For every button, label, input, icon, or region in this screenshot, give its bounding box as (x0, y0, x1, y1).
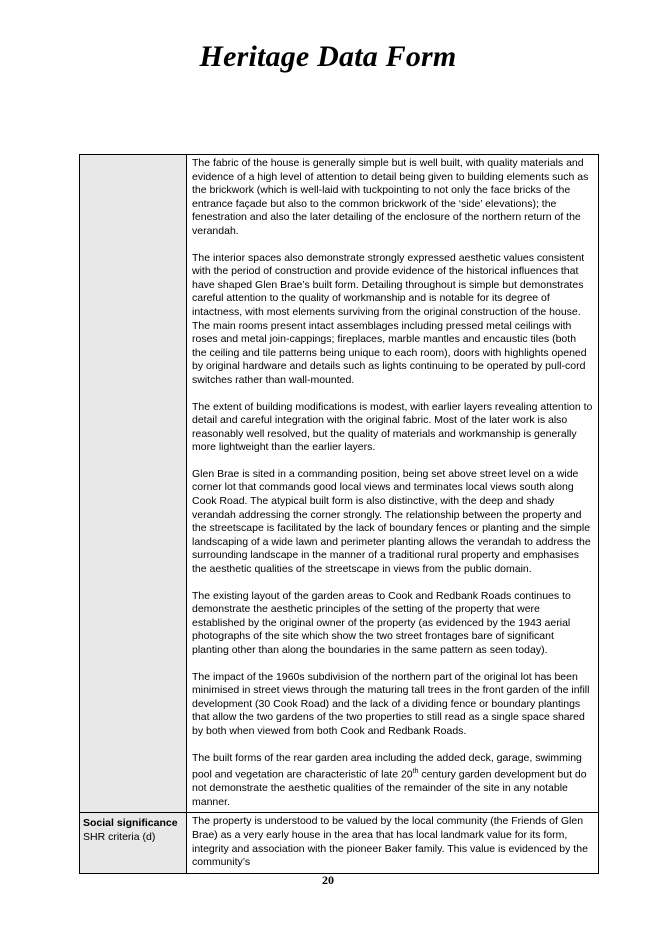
paragraph: Glen Brae is sited in a commanding position, being set above street level on a wide corner lot that commands good local views and terminates local views south along Cook Road. The atypical built form is also distinctive, with the deep and shady verandah addressing the corner strongly. The relationship between the property and the streetscape is facilitated by the lack of boundary fences or planting and the simple landscaping of a wide lawn and perimeter planting allows the verandah to address the surrounding landscape in the manner of a traditional rural property and emphasises the aesthetic qualities of the streetscape in views from the public domain. (192, 467, 591, 576)
paragraph: The fabric of the house is generally simple but is well built, with quality materials and evidence of a high level of attention to detail being given to building elements such as the brickwork (which is well-laid with tuckpointing to not only the face bricks of the entrance façade but also to the common brickwork of the ‘side’ elevations); the fenestration and also the later detailing of the enclosure of the northern return of the verandah. (192, 157, 589, 237)
paragraph: The impact of the 1960s subdivision of the northern part of the original lot has been minimised in street views through the maturing tall trees in the front garden of the infill development (30 Cook Road) and the lack of a dividing fence or boundary plantings that allow the two gardens of the two properties to still read as a single space shared by both when viewed from both Cook and Redbank Roads. (192, 670, 590, 737)
table-row (80, 813, 599, 873)
row-content-cell (187, 155, 599, 813)
row-content-cell (187, 813, 599, 873)
heritage-form-table (79, 154, 599, 874)
paragraph: The existing layout of the garden areas to Cook and Redbank Roads continues to demonstrate the aesthetic principles of the setting of the property that were established by the original owner of the property (as evidenced by the 1943 aerial photographs of the site which show the two street frontages bare of significant planting other than along the boundaries in the same pattern as seen today). (192, 589, 571, 656)
paragraph: The property is understood to be valued by the local community (the Friends of Glen Brae) as a very early house in the area that has local landmark value for its form, integrity and association with the pioneer Baker family. This value is evidenced by the community’s (192, 815, 588, 869)
paragraph: The extent of building modifications is modest, with earlier layers revealing attention to detail and careful integration with the original fabric. Most of the later work is also reasonably well resolved, but the quality of materials and workmanship is generally more lightweight than the earlier layers. (192, 400, 593, 454)
row-label-cell (80, 813, 187, 873)
superscript: th (412, 768, 419, 776)
paragraph: The built forms of the rear garden area including the added deck, garage, swimming pool and vegetation are characteristic of late 20th century garden development but do not demonstrate the aesthetic qualities of the remainder of the site in any notable manner. (192, 751, 587, 808)
page-number: 20 (322, 873, 334, 887)
table-row (80, 155, 599, 813)
social-significance-label: Social significance (83, 817, 178, 830)
page-title: Heritage Data Form (199, 40, 457, 73)
row-label-cell (80, 155, 187, 813)
paragraph: The interior spaces also demonstrate strongly expressed aesthetic values consistent with the period of construction and provide evidence of the historical influences that have shaped Glen Brae’s built form. Detailing throughout is simple but demonstrates careful attention to the quality of workmanship and is notable for its degree of intactness, with most elements surviving from the original construction of the house. The main rooms present intact assemblages including pressed metal ceilings with roses and metal join-cappings; fireplaces, marble mantles and encaustic tiles (both the ceiling and tile patterns being unique to each room), doors with highlights opened by original hardware and details such as lights continuing to be operated by pull-cord switches rather than wall-mounted. (192, 251, 587, 386)
shr-criteria-label: SHR criteria (d) (83, 831, 156, 844)
